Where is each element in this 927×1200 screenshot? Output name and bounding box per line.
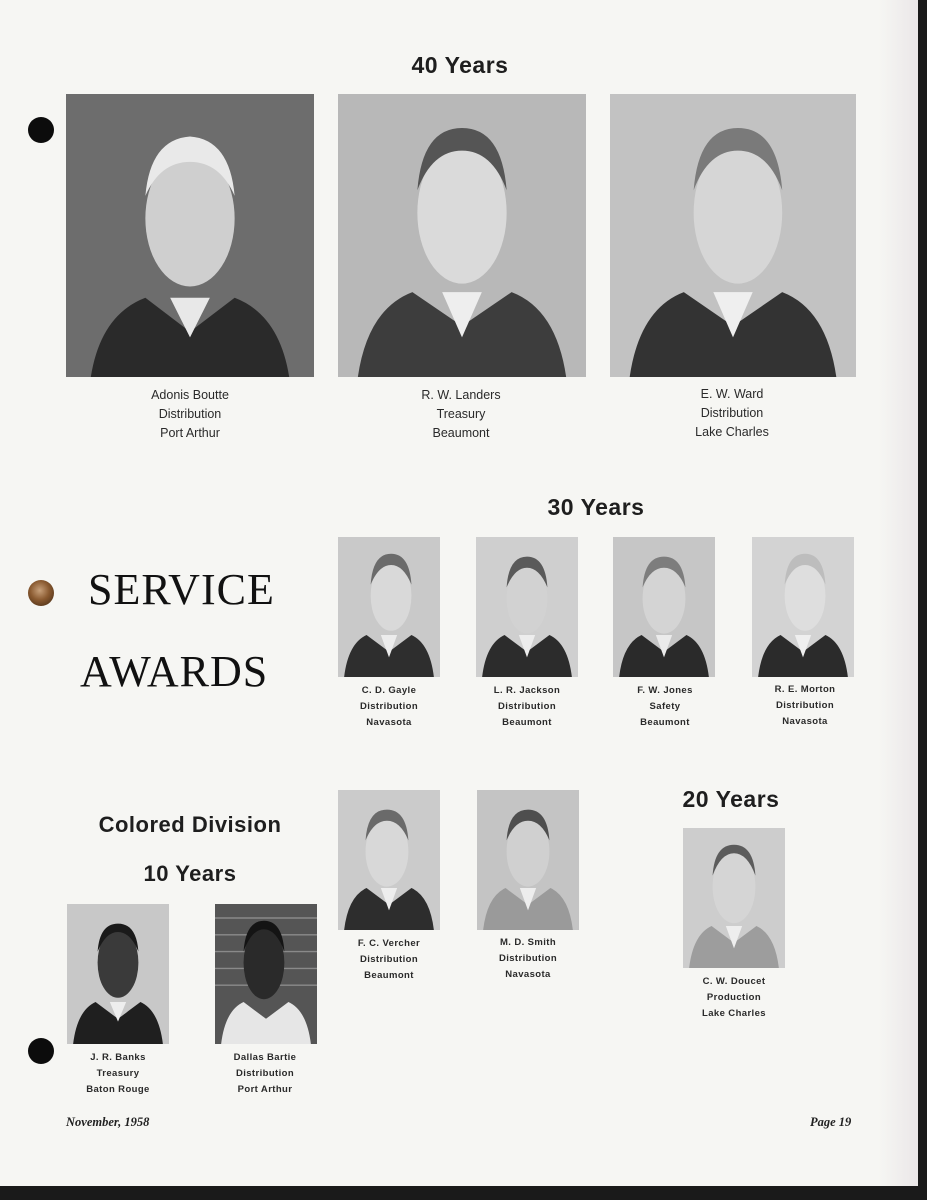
portrait-photo-jackson (476, 537, 578, 677)
employee-name: Dallas Bartie (233, 1052, 297, 1063)
employee-department: Distribution (497, 701, 557, 712)
employee-department: Treasury (96, 1068, 140, 1079)
title-service: SERVICE (88, 565, 275, 614)
portrait-photo-bartie (215, 904, 317, 1044)
employee-department: Distribution (498, 953, 558, 964)
employee-location: Beaumont (432, 426, 490, 440)
portrait-photo-ward (610, 94, 856, 377)
employee-department: Distribution (235, 1068, 295, 1079)
employee-name: F. C. Vercher (357, 938, 421, 949)
employee-department: Production (706, 992, 762, 1003)
caption-vercher (329, 936, 449, 984)
employee-location: Navasota (782, 716, 828, 727)
binder-hole-middle (28, 580, 54, 606)
portrait-photo-jones (613, 537, 715, 677)
employee-department: Distribution (359, 954, 419, 965)
caption-morton (745, 682, 865, 730)
heading-40-years: 40 Years (411, 52, 509, 78)
binder-hole-top (28, 117, 54, 143)
caption-bartie (205, 1050, 325, 1098)
caption-doucet (674, 974, 794, 1022)
employee-location: Navasota (505, 969, 551, 980)
portrait-photo-boutte (66, 94, 314, 377)
portrait-photo-morton (752, 537, 854, 677)
portrait-photo-landers (338, 94, 586, 377)
employee-location: Beaumont (364, 970, 414, 981)
portrait-photo-vercher (338, 790, 440, 930)
heading-10-years: 10 Years (143, 861, 237, 886)
employee-location: Beaumont (640, 717, 690, 728)
employee-name: J. R. Banks (90, 1052, 146, 1063)
employee-location: Port Arthur (237, 1084, 293, 1095)
employee-location: Navasota (366, 717, 412, 728)
heading-30-years: 30 Years (547, 494, 645, 520)
employee-name: E. W. Ward (700, 387, 764, 401)
employee-location: Beaumont (502, 717, 552, 728)
employee-department: Distribution (158, 407, 222, 421)
heading-20-years: 20 Years (682, 786, 780, 812)
heading-colored-division: Colored Division (98, 812, 282, 837)
footer-date: November, 1958 (66, 1115, 150, 1129)
employee-location: Lake Charles (702, 1008, 766, 1019)
employee-name: R. E. Morton (774, 684, 836, 695)
caption-ward (632, 385, 832, 442)
employee-department: Distribution (359, 701, 419, 712)
employee-location: Port Arthur (160, 426, 220, 440)
employee-department: Safety (649, 701, 681, 712)
portrait-photo-gayle (338, 537, 440, 677)
caption-banks (58, 1050, 178, 1098)
page-edge-shadow (878, 0, 918, 1186)
caption-landers (361, 386, 561, 443)
employee-location: Lake Charles (695, 425, 769, 439)
employee-name: Adonis Boutte (151, 388, 229, 402)
caption-gayle (329, 683, 449, 731)
employee-name: R. W. Landers (421, 388, 501, 402)
employee-department: Distribution (700, 406, 764, 420)
employee-department: Treasury (436, 407, 486, 421)
caption-jackson (467, 683, 587, 731)
employee-location: Baton Rouge (86, 1084, 150, 1095)
binder-hole-bottom (28, 1038, 54, 1064)
title-awards: AWARDS (80, 647, 269, 696)
employee-name: M. D. Smith (499, 937, 557, 948)
portrait-photo-doucet (683, 828, 785, 968)
employee-department: Distribution (775, 700, 835, 711)
employee-name: F. W. Jones (637, 685, 693, 696)
portrait-photo-banks (67, 904, 169, 1044)
caption-boutte (90, 386, 290, 443)
employee-name: C. D. Gayle (361, 685, 417, 696)
employee-name: C. W. Doucet (702, 976, 766, 987)
employee-name: L. R. Jackson (493, 685, 561, 696)
caption-jones (605, 683, 725, 731)
caption-smith (468, 935, 588, 983)
footer-page-number: Page 19 (810, 1115, 852, 1129)
portrait-photo-smith (477, 790, 579, 930)
